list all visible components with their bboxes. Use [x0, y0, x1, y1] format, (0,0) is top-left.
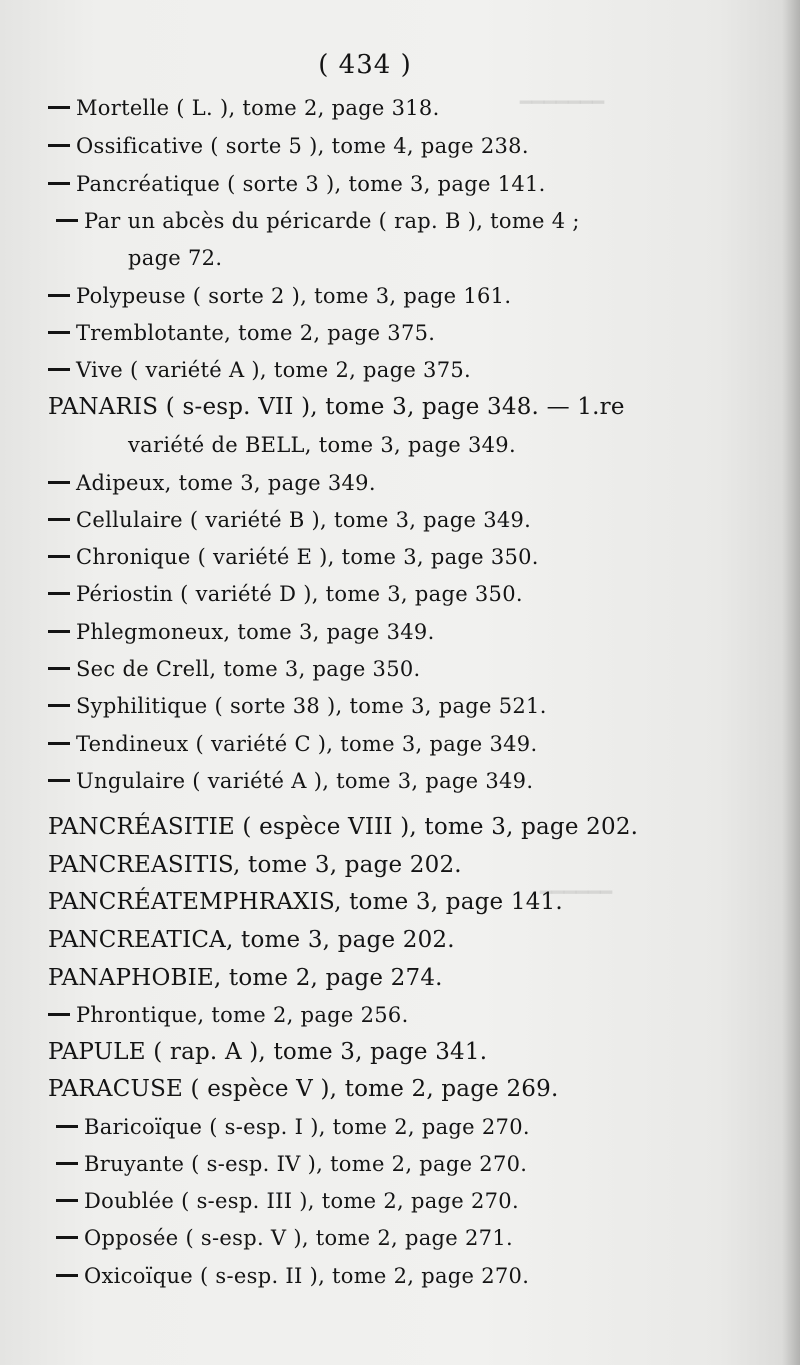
em-dash: [56, 219, 78, 222]
entry-line: [56, 1114, 530, 1140]
em-dash: [48, 704, 70, 707]
entry-text: Ossificative ( sorte 5 ), tome 4, page 238.: [76, 134, 529, 158]
entry-text: Chronique ( variété E ), tome 3, page 350.: [76, 545, 539, 569]
headword-line: [48, 927, 455, 953]
em-dash: [48, 592, 70, 595]
entry-line: [48, 544, 539, 570]
entry-text: Tremblotante, tome 2, page 375.: [76, 321, 436, 345]
headword-line: [48, 814, 638, 840]
bleed-through-mid: ━━━━━━: [540, 880, 613, 904]
entry-text: PANCREATICA, tome 3, page 202.: [48, 927, 455, 953]
entry-line: [48, 619, 435, 645]
entry-line: [48, 283, 511, 309]
entry-line: [48, 1002, 409, 1028]
entry-line: [48, 693, 547, 719]
entry-line: [48, 320, 435, 346]
entry-text: Opposée ( s-esp. V ), tome 2, page 271.: [84, 1226, 513, 1250]
em-dash: [48, 481, 70, 484]
entry-text: Baricoïque ( s-esp. I ), tome 2, page 270.: [84, 1115, 530, 1139]
entry-text: PAPULE ( rap. A ), tome 3, page 341.: [48, 1039, 488, 1065]
entry-line: [48, 768, 533, 794]
headword-line: [48, 889, 563, 915]
em-dash: [56, 1199, 78, 1202]
entry-line-continued: [128, 432, 516, 458]
entry-line: [48, 731, 537, 757]
em-dash: [56, 1125, 78, 1128]
em-dash: [56, 1274, 78, 1277]
headword-line: [48, 965, 443, 991]
entry-text: Tendineux ( variété C ), tome 3, page 349.: [76, 732, 538, 756]
entry-line: [48, 470, 376, 496]
em-dash: [48, 779, 70, 782]
headword-line: [48, 852, 462, 878]
entry-text: Ungulaire ( variété A ), tome 3, page 349.: [76, 769, 534, 793]
entry-line: [48, 581, 523, 607]
em-dash: [48, 518, 70, 521]
em-dash: [48, 331, 70, 334]
em-dash: [48, 368, 70, 371]
em-dash: [48, 630, 70, 633]
entry-line: [56, 1225, 513, 1251]
page-number: ( 434 ): [318, 50, 412, 80]
entry-text: Mortelle ( L. ), tome 2, page 318.: [76, 96, 440, 120]
headword-line: [48, 394, 625, 420]
em-dash: [56, 1162, 78, 1165]
entry-line: [56, 1151, 527, 1177]
entry-text: Périostin ( variété D ), tome 3, page 350.: [76, 582, 523, 606]
entry-text: PANCREASITIS, tome 3, page 202.: [48, 852, 462, 878]
entry-text: PANAPHOBIE, tome 2, page 274.: [48, 965, 443, 991]
entry-line: [48, 656, 421, 682]
em-dash: [48, 294, 70, 297]
em-dash: [48, 106, 70, 109]
entry-text: variété de BELL, tome 3, page 349.: [128, 433, 516, 457]
entry-text: Polypeuse ( sorte 2 ), tome 3, page 161.: [76, 284, 512, 308]
entry-text: Sec de Crell, tome 3, page 350.: [76, 657, 421, 681]
entry-text: PANCRÉASITIE ( espèce VIII ), tome 3, page 202.: [48, 814, 639, 840]
entry-text: page 72.: [128, 246, 223, 270]
entry-text: PARACUSE ( espèce V ), tome 2, page 269.: [48, 1076, 559, 1102]
entry-text: Syphilitique ( sorte 38 ), tome 3, page 521.: [76, 694, 547, 718]
em-dash: [48, 555, 70, 558]
entry-line: [48, 357, 471, 383]
entry-line: [56, 1188, 519, 1214]
entry-text: Vive ( variété A ), tome 2, page 375.: [76, 358, 472, 382]
entry-text: Pancréatique ( sorte 3 ), tome 3, page 141.: [76, 172, 546, 196]
entry-text: PANARIS ( s-esp. VII ), tome 3, page 348. — 1.re: [48, 394, 625, 420]
entry-line: [48, 507, 531, 533]
entry-text: Doublée ( s-esp. III ), tome 2, page 270.: [84, 1189, 519, 1213]
em-dash: [48, 144, 70, 147]
entry-line: [56, 208, 580, 234]
entry-text: Par un abcès du péricarde ( rap. B ), tome 4 ;: [84, 209, 580, 233]
entry-text: Bruyante ( s-esp. IV ), tome 2, page 270.: [84, 1152, 528, 1176]
bleed-through-top: ━━━━━━━: [520, 90, 605, 114]
entry-line-continued: [128, 245, 222, 271]
em-dash: [48, 1013, 70, 1016]
headword-line: [48, 1039, 487, 1065]
em-dash: [48, 742, 70, 745]
entry-line: [48, 133, 529, 159]
headword-line: [48, 1076, 558, 1102]
entry-line: [48, 171, 546, 197]
entry-text: PANCRÉATEMPHRAXIS, tome 3, page 141.: [48, 889, 563, 915]
entry-text: Cellulaire ( variété B ), tome 3, page 349.: [76, 508, 532, 532]
entry-text: Phrontique, tome 2, page 256.: [76, 1003, 409, 1027]
em-dash: [48, 182, 70, 185]
entry-text: Adipeux, tome 3, page 349.: [76, 471, 376, 495]
entry-text: Phlegmoneux, tome 3, page 349.: [76, 620, 435, 644]
entry-line: [48, 95, 440, 121]
em-dash: [48, 667, 70, 670]
em-dash: [56, 1236, 78, 1239]
entry-text: Oxicoïque ( s-esp. II ), tome 2, page 270.: [84, 1264, 530, 1288]
entry-line: [56, 1263, 529, 1289]
